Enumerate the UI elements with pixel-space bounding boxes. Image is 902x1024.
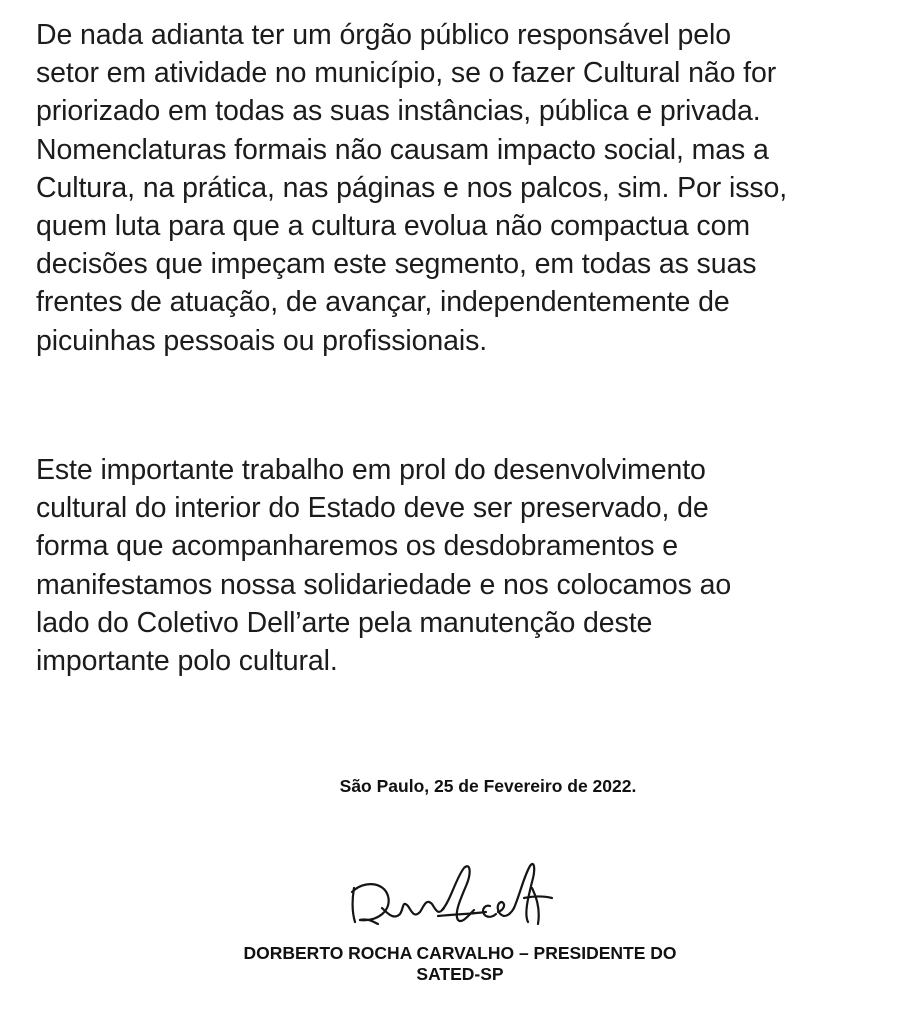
- paragraph-line: De nada adianta ter um órgão público responsável pelo: [36, 19, 731, 51]
- paragraph-line: importante polo cultural.: [36, 645, 338, 678]
- paragraph-line: lado do Coletivo Dell’arte pela manutenção deste: [36, 606, 653, 639]
- signer-name-title: DORBERTO ROCHA CARVALHO – PRESIDENTE DO: [243, 943, 677, 963]
- paragraph-line: forma que acompanharemos os desdobramentos e: [36, 530, 678, 563]
- paragraph-line: priorizado em todas as suas instâncias, pública e privada.: [36, 95, 761, 128]
- paragraph-line: picuinhas pessoais ou profissionais.: [36, 324, 488, 357]
- paragraph-line: Cultura, na prática, nas páginas e nos palcos, sim. Por isso,: [36, 171, 788, 204]
- signer-block: [0, 943, 902, 985]
- paragraph-line: manifestamos nossa solidariedade e nos colocamos ao: [36, 568, 732, 601]
- paragraph-line: cultural do interior do Estado deve ser preservado, de: [36, 492, 709, 525]
- paragraph-line: quem luta para que a cultura evolua não compactua com: [36, 210, 750, 243]
- dateline: São Paulo, 25 de Fevereiro de 2022.: [339, 776, 637, 796]
- paragraph-line: Este importante trabalho em prol do desenvolvimento: [36, 454, 706, 486]
- paragraph-line: decisões que impeçam este segmento, em todas as suas: [36, 248, 757, 281]
- signer-organization: SATED-SP: [416, 964, 504, 984]
- paragraph-line: setor em atividade no município, se o fazer Cultural não for: [36, 57, 777, 90]
- paragraph-line: Nomenclaturas formais não causam impacto social, mas a: [36, 133, 769, 166]
- paragraph-2: [36, 451, 886, 680]
- handwritten-signature-icon: [338, 858, 600, 940]
- paragraph-line: frentes de atuação, de avançar, independentemente de: [36, 286, 730, 319]
- paragraph-1: [36, 16, 886, 360]
